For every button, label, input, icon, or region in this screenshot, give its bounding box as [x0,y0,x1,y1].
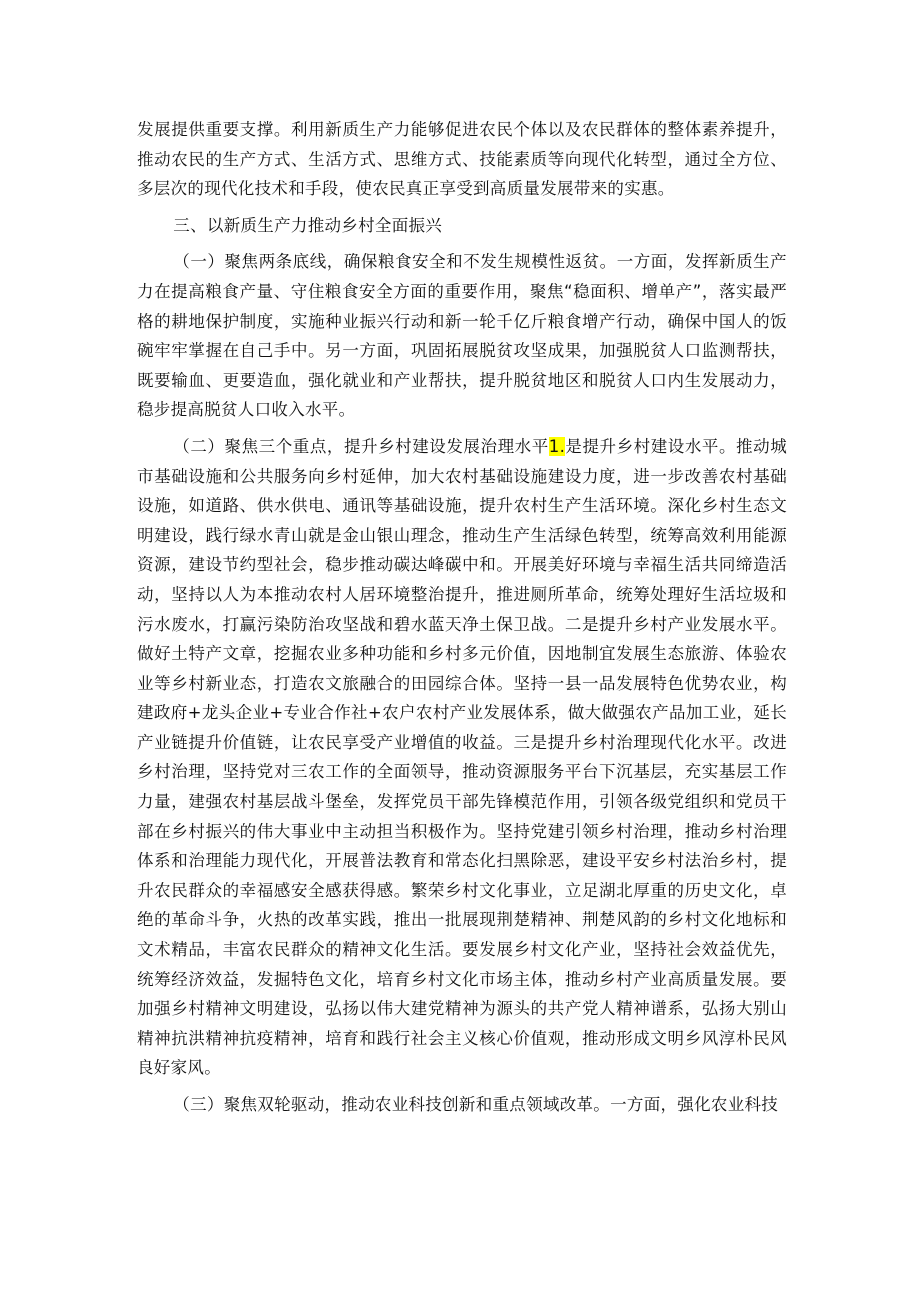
paragraph-continuation: 发展提供重要支撑。利用新质生产力能够促进农民个体以及农民群体的整体素养提升，推动农民的生产方式、生活方式、思维方式、技能素质等向现代化转型，通过全方位、多层次的现代化技术和手段，使农民真正享受到高质量发展带来的实惠。 [137,120,787,199]
paragraph-point-two-body: 是提升乡村建设水平。推动城市基础设施和公共服务向乡村延伸，加大农村基础设施建设力度，进一步改善农村基础设施，如道路、供水供电、通讯等基础设施，提升农村生产生活环境。深化乡村生态文明建设，践行绿水青山就是金山银山理念，推动生产生活绿色转型，统筹高效利用能源资源，建设节约型社会，稳步推动碳达峰碳中和。开展美好环境与幸福生活共同缔造活动，坚持以人为本推动农村人居环境整治提升，推进厕所革命，统筹处理好生活垃圾和污水废水，打赢污染防治攻坚战和碧水蓝天净土保卫战。二是提升乡村产业发展水平。做好土特产文章，挖掘农业多种功能和乡村多元价值，因地制宜发展生态旅游、体验农业等乡村新业态，打造农文旅融合的田园综合体。坚持一县一品发展特色优势农业，构建政府+龙头企业+专业合作社+农户农村产业发展体系，做大做强农产品加工业，延长产业链提升价值链，让农民享受产业增值的收益。三是提升乡村治理现代化水平。改进乡村治理，坚持党对三农工作的全面领导，推动资源服务平台下沉基层，充实基层工作力量，建强农村基层战斗堡垒，发挥党员干部先锋模范作用，引领各级党组织和党员干部在乡村振兴的伟大事业中主动担当积极作为。坚持党建引领乡村治理，推动乡村治理体系和治理能力现代化，开展普法教育和常态化扫黑除恶，建设平安乡村法治乡村，提升农民群众的幸福感安全感获得感。繁荣乡村文化事业，立足湖北厚重的历史文化，卓绝的革命斗争，火热的改革实践，推出一批展现荆楚精神、荆楚风韵的乡村文化地标和文术精品，丰富农民群众的精神文化生活。要发展乡村文化产业，坚持社会效益优先，统筹经济效益，发掘特色文化，培育乡村文化市场主体，推动乡村产业高质量发展。要加强乡村精神文明建设，弘扬以伟大建党精神为源头的共产党人精神谱系，弘扬大别山精神抗洪精神抗疫精神，培育和践行社会主义核心价值观，推动形成文明乡风淳朴民风良好家风。 [137,436,787,1078]
paragraph-point-three: （三）聚焦双轮驱动，推动农业科技创新和重点领域改革。一方面，强化农业科技 [173,1095,779,1114]
paragraph-point-two-heading: （二）聚焦三个重点，提升乡村建设发展治理水平 [173,436,549,456]
paragraph-point-two [137,432,787,1083]
highlighted-marker: 1. [548,436,566,456]
section-heading-three: 三、以新质生产力推动乡村全面振兴 [173,215,443,235]
document-body [137,115,787,1120]
paragraph-point-one: （一）聚焦两条底线，确保粮食安全和不发生规模性返贫。一方面，发挥新质生产力在提高粮食产量、守住粮食安全方面的重要作用，聚焦“稳面积、增单产”，落实最严格的耕地保护制度，实施种业振兴行动和新一轮千亿斤粮食增产行动，确保中国人的饭碗牢牢掌握在自己手中。另一方面，巩固拓展脱贫攻坚成果，加强脱贫人口监测帮扶，既要输血、更要造血，强化就业和产业帮扶，提升脱贫地区和脱贫人口内生发展动力，稳步提高脱贫人口收入水平。 [137,252,787,420]
